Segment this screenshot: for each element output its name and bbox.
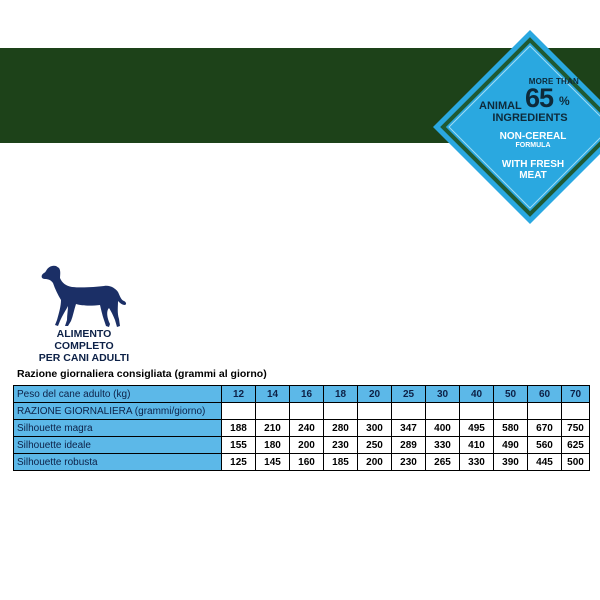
- value-cell: 289: [392, 437, 426, 454]
- badge-percent-sign: %: [559, 94, 570, 108]
- weight-cell: 20: [358, 386, 392, 403]
- value-cell: 230: [324, 437, 358, 454]
- empty-cell: [358, 403, 392, 420]
- value-cell: 300: [358, 420, 392, 437]
- value-cell: 560: [528, 437, 562, 454]
- badge-meat: MEAT: [519, 170, 547, 181]
- table-title: Razione giornaliera consigliata (grammi al giorno): [17, 368, 267, 380]
- empty-cell: [256, 403, 290, 420]
- row-label-cell: Silhouette robusta: [14, 454, 222, 471]
- daily-ration-label-cell: RAZIONE GIORNALIERA (grammi/giorno): [14, 403, 222, 420]
- empty-cell: [426, 403, 460, 420]
- weight-cell: 25: [392, 386, 426, 403]
- value-cell: 495: [460, 420, 494, 437]
- table-row: [14, 420, 590, 437]
- value-cell: 400: [426, 420, 460, 437]
- daily-ration-table: [13, 385, 590, 471]
- badge-animal: ANIMAL: [479, 100, 522, 112]
- value-cell: 490: [494, 437, 528, 454]
- value-cell: 200: [290, 437, 324, 454]
- value-cell: 390: [494, 454, 528, 471]
- value-cell: 500: [562, 454, 590, 471]
- complete-food-line2: PER CANI ADULTI: [38, 352, 130, 364]
- weight-cell: 30: [426, 386, 460, 403]
- empty-cell: [222, 403, 256, 420]
- complete-food-line1: ALIMENTO COMPLETO: [54, 328, 114, 352]
- empty-cell: [562, 403, 590, 420]
- weight-cell: 50: [494, 386, 528, 403]
- value-cell: 280: [324, 420, 358, 437]
- value-cell: 347: [392, 420, 426, 437]
- weight-cell: 12: [222, 386, 256, 403]
- empty-cell: [494, 403, 528, 420]
- value-cell: 330: [460, 454, 494, 471]
- table-header-row: [14, 386, 590, 403]
- value-cell: 145: [256, 454, 290, 471]
- value-cell: 580: [494, 420, 528, 437]
- value-cell: 210: [256, 420, 290, 437]
- value-cell: 160: [290, 454, 324, 471]
- value-cell: 230: [392, 454, 426, 471]
- value-cell: 250: [358, 437, 392, 454]
- table-row: [14, 437, 590, 454]
- row-label-cell: Silhouette magra: [14, 420, 222, 437]
- value-cell: 188: [222, 420, 256, 437]
- empty-cell: [460, 403, 494, 420]
- value-cell: 180: [256, 437, 290, 454]
- value-cell: 670: [528, 420, 562, 437]
- weight-cell: 60: [528, 386, 562, 403]
- value-cell: 410: [460, 437, 494, 454]
- badge-formula: FORMULA: [515, 142, 551, 149]
- value-cell: 265: [426, 454, 460, 471]
- weight-cell: 16: [290, 386, 324, 403]
- badge-ingredients: INGREDIENTS: [492, 112, 568, 124]
- complete-food-label: [26, 328, 142, 364]
- weight-cell: 18: [324, 386, 358, 403]
- dog-silhouette-icon: [40, 263, 128, 329]
- weight-label-cell: Peso del cane adulto (kg): [14, 386, 222, 403]
- value-cell: 185: [324, 454, 358, 471]
- daily-ration-header-row: [14, 403, 590, 420]
- weight-cell: 14: [256, 386, 290, 403]
- ingredients-badge: [431, 28, 600, 226]
- empty-cell: [290, 403, 324, 420]
- badge-percent-number: 65: [525, 83, 554, 113]
- weight-cell: 40: [460, 386, 494, 403]
- value-cell: 155: [222, 437, 256, 454]
- value-cell: 445: [528, 454, 562, 471]
- table-row: [14, 454, 590, 471]
- badge-with-fresh: WITH FRESH: [501, 159, 565, 170]
- badge-non-cereal: NON-CEREAL: [499, 131, 567, 142]
- row-label-cell: Silhouette ideale: [14, 437, 222, 454]
- value-cell: 750: [562, 420, 590, 437]
- empty-cell: [324, 403, 358, 420]
- value-cell: 625: [562, 437, 590, 454]
- value-cell: 330: [426, 437, 460, 454]
- weight-cell: 70: [562, 386, 590, 403]
- badge-more-than: MORE THAN: [528, 77, 579, 86]
- value-cell: 240: [290, 420, 324, 437]
- empty-cell: [528, 403, 562, 420]
- value-cell: 125: [222, 454, 256, 471]
- value-cell: 200: [358, 454, 392, 471]
- empty-cell: [392, 403, 426, 420]
